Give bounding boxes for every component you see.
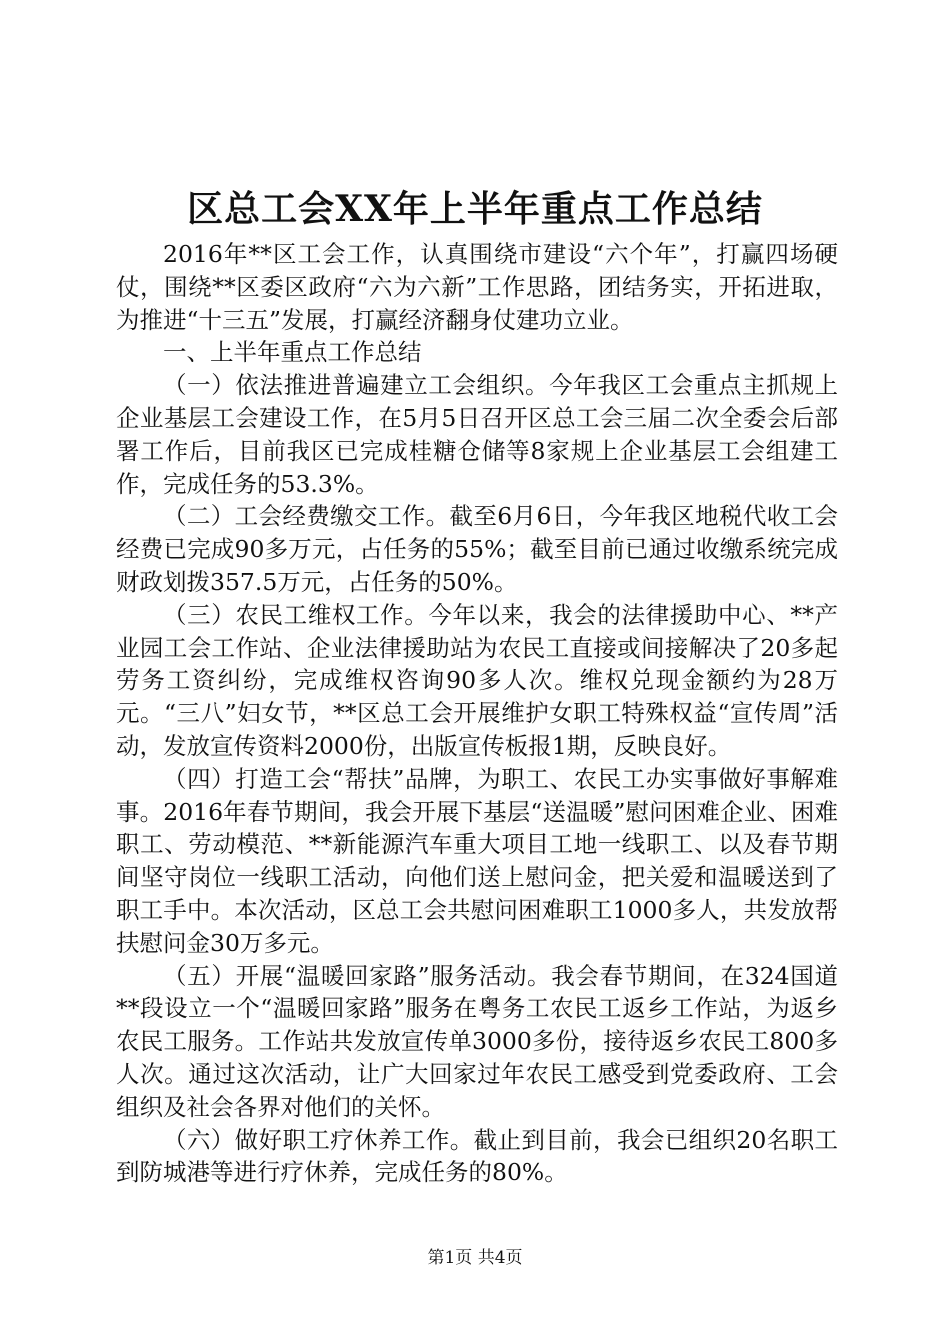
- item-paragraph-4: （四）打造工会“帮扶”品牌，为职工、农民工办实事做好事解难事。2016年春节期间，我会开展下基层“送温暖”慰问困难企业、困难职工、劳动模范、**新能源汽车重大项目工地一线职工、以及春节期间坚守岗位一线职工活动，向他们送上慰问金，把关爱和温暖送到了职工手中。本次活动，区总工会共慰问困难职工1000多人，共发放帮扶慰问金30万多元。: [116, 764, 838, 957]
- item-paragraph-2: （二）工会经费缴交工作。截至6月6日，今年我区地税代收工会经费已完成90多万元，占任务的55%；截至目前已通过收缴系统完成财政划拨357.5万元，占任务的50%。: [116, 502, 838, 596]
- document-title: 区总工会XX年上半年重点工作总结: [187, 188, 763, 230]
- item-paragraph-6: （六）做好职工疗休养工作。截止到目前，我会已组织20名职工到防城港等进行疗休养，完成任务的80%。: [116, 1125, 838, 1187]
- page-footer: 第1页 共4页: [427, 1248, 523, 1268]
- item-paragraph-1: （一）依法推进普遍建立工会组织。今年我区工会重点主抓规上企业基层工会建设工作，在5月5日召开区总工会三届二次全委会后部署工作后，目前我区已完成桂糖仓储等8家规上企业基层工会组建工作，完成任务的53.3%。: [116, 371, 838, 498]
- intro-paragraph: 2016年**区工会工作，认真围绕市建设“六个年”，打赢四场硬仗，围绕**区委区政府“六为六新”工作思路，团结务实，开拓进取，为推进“十三五”发展，打赢经济翻身仗建功立业。: [116, 240, 838, 334]
- document-body: [116, 238, 838, 1189]
- section-heading: 一、上半年重点工作总结: [163, 338, 422, 367]
- item-paragraph-5: （五）开展“温暖回家路”服务活动。我会春节期间，在324国道**段设立一个“温暖回家路”服务在粤务工农民工返乡工作站，为返乡农民工服务。工作站共发放宣传单3000多份，接待返乡农民工800多人次。通过这次活动，让广大回家过年农民工感受到党委政府、工会组织及社会各界对他们的关怀。: [116, 961, 838, 1121]
- item-paragraph-3: （三）农民工维权工作。今年以来，我会的法律援助中心、**产业园工会工作站、企业法律援助站为农民工直接或间接解决了20多起劳务工资纠纷，完成维权咨询90多人次。维权兑现金额约为28万元。“三八”妇女节，**区总工会开展维护女职工特殊权益“宣传周”活动，发放宣传资料2000份，出版宣传板报1期，反映良好。: [116, 600, 838, 760]
